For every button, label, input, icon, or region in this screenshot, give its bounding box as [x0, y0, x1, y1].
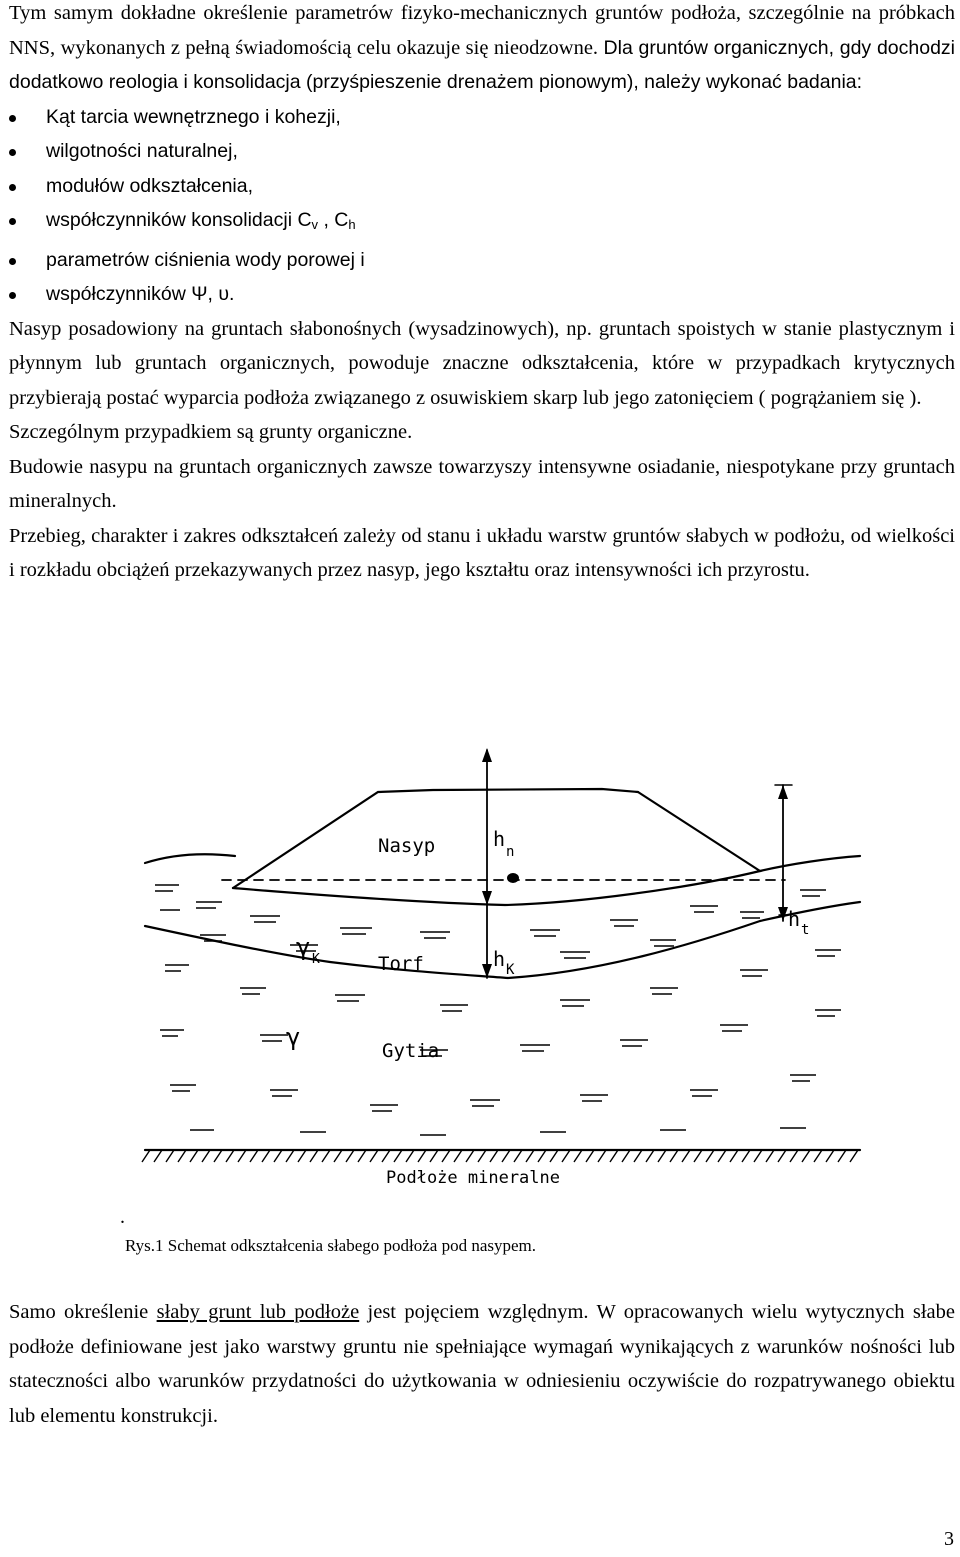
embankment-base-curve	[233, 871, 760, 905]
stone-mark	[507, 873, 519, 883]
ground-surface-right	[760, 856, 860, 871]
bullet-icon	[9, 184, 16, 191]
stray-dot: .	[120, 1206, 125, 1228]
label-nasyp: Nasyp	[378, 835, 436, 857]
label-podloze: Podłoże mineralne	[386, 1168, 560, 1188]
label-hn: h	[493, 827, 506, 851]
bullet-icon	[9, 115, 16, 122]
paragraph-deformation: Przebieg, charakter i zakres odkształceń zależy od stanu i układu warstw gruntów słabych w podłożu, od wielkości i rozkładu obciążeń przekazywanych przez nasyp, jego kształtu oraz intensywności ich przyrostu.	[9, 524, 955, 581]
embankment-diagram	[0, 740, 960, 1200]
list-item: współczynników konsolidacji $C_v$ , $C_h$	[9, 203, 955, 243]
test-list	[9, 100, 955, 312]
label-gamma: γ	[286, 1023, 301, 1051]
closing-section	[9, 1295, 955, 1433]
label-ht: h	[788, 907, 801, 931]
intro-sentence-1: Tym samym dokładne określenie parametrów fizyko-mechanicznych gruntów podłoża, szczególnie na próbkach NNS, wykonanych z pełną świadomością celu okazuje się nieodzowne.	[9, 2, 955, 59]
label-torf: Torf	[378, 953, 424, 975]
label-gytia: Gytia	[382, 1040, 440, 1062]
embankment-right-slope	[638, 792, 760, 871]
underlined-term: słaby grunt lub podłoże	[156, 1301, 360, 1323]
bullet-icon	[9, 258, 16, 265]
page-content	[9, 0, 955, 588]
list-item: Kąt tarcia wewnętrznego i kohezji,	[9, 100, 955, 135]
embankment-left-slope	[233, 789, 638, 888]
label-hk: h	[493, 947, 506, 971]
bullet-icon	[9, 218, 16, 225]
paragraph-settlement: Budowie nasypu na gruntach organicznych zawsze towarzyszy intensywne osiadanie, niespotykane przy gruntach mineralnych.	[9, 455, 955, 512]
label-gamma-k-sub: K	[312, 952, 320, 967]
intro-sentence-2: Dla gruntów organicznych, gdy dochodzi dodatkowo reologia i konsolidacja (przyśpieszenie drenażem pionowym), należy wykonać badania:	[9, 36, 955, 93]
mineral-hatch	[142, 1150, 858, 1162]
list-item: wilgotności naturalnej,	[9, 134, 955, 169]
ground-surface-left	[145, 854, 235, 863]
intro-paragraph	[9, 0, 955, 100]
bullet-icon	[9, 292, 16, 299]
bullet-icon	[9, 149, 16, 156]
list-item: współczynników Ψ, υ.	[9, 277, 955, 312]
paragraph-organic: Szczególnym przypadkiem są grunty organiczne.	[9, 421, 413, 443]
peat-hatch	[155, 885, 826, 958]
label-hn-sub: n	[506, 844, 515, 860]
figure-diagram	[0, 740, 960, 1200]
list-item: parametrów ciśnienia wody porowej i	[9, 243, 955, 278]
label-hk-sub: K	[506, 962, 515, 978]
list-item: modułów odkształcenia,	[9, 169, 955, 204]
dimension-arrows	[482, 748, 788, 978]
label-gamma-k: γ	[296, 933, 311, 961]
figure-caption: Rys.1 Schemat odkształcenia słabego podłoża pod nasypem.	[125, 1236, 536, 1255]
label-ht-sub: t	[801, 922, 810, 938]
paragraph-embankment: Nasyp posadowiony na gruntach słabonośnych (wysadzinowych), np. gruntach spoistych w stanie plastycznym i płynnym lub gruntach organicznych, powoduje znaczne odkształcenia, które w przypadkach krytycznych przybierają postać wyparcia podłoża związanego z osuwiskiem skarp lub jego zatonięciem ( pogrążaniem się ).	[9, 317, 955, 409]
closing-paragraph: Samo określenie słaby grunt lub podłoże jest pojęciem względnym. W opracowanych wielu wytycznych słabe podłoże definiowane jest jako warstwy gruntu nie spełniające wymagań wynikających z warunków nośności lub stateczności albo warunków przydatności do użytkowania w odniesieniu oczywiście do rozpatrywanego obiektu lub elementu konstrukcji.	[9, 1301, 956, 1427]
page-number: 3	[944, 1528, 954, 1550]
